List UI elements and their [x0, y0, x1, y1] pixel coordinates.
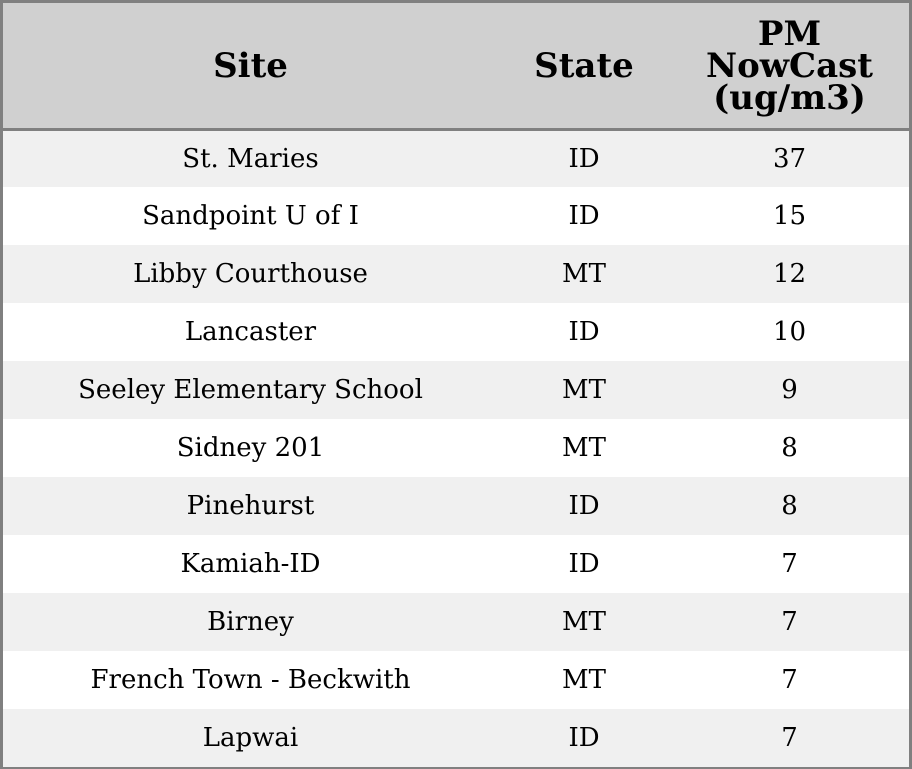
cell-site: Libby Courthouse: [3, 245, 498, 303]
cell-state: ID: [498, 130, 670, 188]
cell-pm: 9: [670, 361, 909, 419]
table-header: [3, 3, 909, 130]
table-row: [3, 709, 909, 767]
cell-pm: 37: [670, 130, 909, 188]
header-site: Site: [3, 3, 498, 130]
data-table: [3, 3, 909, 767]
cell-pm: 15: [670, 187, 909, 245]
cell-site: Birney: [3, 593, 498, 651]
table-row: [3, 187, 909, 245]
cell-pm: 10: [670, 303, 909, 361]
cell-pm: 7: [670, 593, 909, 651]
cell-state: MT: [498, 419, 670, 477]
cell-site: Lapwai: [3, 709, 498, 767]
cell-state: ID: [498, 187, 670, 245]
header-pm-line2: NowCast: [706, 45, 873, 86]
table-row: [3, 361, 909, 419]
header-pm-line1: PM: [757, 13, 822, 54]
cell-pm: 7: [670, 651, 909, 709]
cell-pm: 12: [670, 245, 909, 303]
cell-pm: 7: [670, 535, 909, 593]
cell-site: Sidney 201: [3, 419, 498, 477]
table-row: [3, 419, 909, 477]
cell-site: Sandpoint U of I: [3, 187, 498, 245]
header-pm-nowcast: [670, 3, 909, 130]
header-row: [3, 3, 909, 130]
cell-state: MT: [498, 361, 670, 419]
cell-state: MT: [498, 651, 670, 709]
table-row: [3, 245, 909, 303]
header-pm-line3: (ug/m3): [713, 77, 866, 118]
cell-pm: 7: [670, 709, 909, 767]
table-row: [3, 535, 909, 593]
table-row: [3, 477, 909, 535]
header-state: State: [498, 3, 670, 130]
cell-site: Pinehurst: [3, 477, 498, 535]
table-row: [3, 651, 909, 709]
cell-site: St. Maries: [3, 130, 498, 188]
cell-state: ID: [498, 477, 670, 535]
table-row: [3, 593, 909, 651]
cell-state: ID: [498, 709, 670, 767]
table-row: [3, 303, 909, 361]
cell-site: Lancaster: [3, 303, 498, 361]
cell-site: Kamiah-ID: [3, 535, 498, 593]
cell-state: ID: [498, 303, 670, 361]
cell-pm: 8: [670, 419, 909, 477]
table-row: [3, 130, 909, 188]
cell-site: French Town - Beckwith: [3, 651, 498, 709]
cell-site: Seeley Elementary School: [3, 361, 498, 419]
table-body: [3, 130, 909, 768]
cell-state: MT: [498, 245, 670, 303]
cell-state: MT: [498, 593, 670, 651]
cell-pm: 8: [670, 477, 909, 535]
cell-state: ID: [498, 535, 670, 593]
